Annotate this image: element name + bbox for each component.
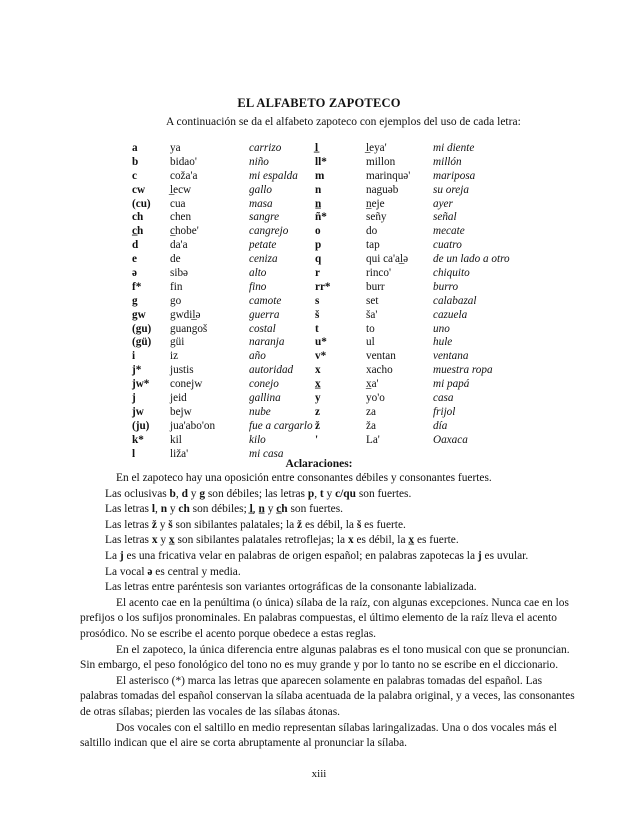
alphabet-letter: l <box>132 447 136 460</box>
example-word: xacho <box>366 364 393 377</box>
example-word: fin <box>170 280 183 293</box>
example-word: sibə <box>170 267 189 280</box>
alphabet-letter: (cu) <box>132 197 151 210</box>
spanish-gloss: mi casa <box>249 447 284 460</box>
spanish-gloss: carrizo <box>249 142 282 154</box>
letter-reference: x̲ <box>408 534 415 547</box>
example-word: naguəb <box>366 183 399 196</box>
text-segment: es fuerte. <box>361 518 406 531</box>
example-word: za <box>366 405 376 418</box>
text-segment: es débil, la <box>353 534 409 547</box>
alphabet-letter: x <box>315 364 321 377</box>
letter-reference: j <box>477 549 482 562</box>
example-word: gwdil̲ə <box>170 308 201 321</box>
example-word: bejw <box>170 405 192 418</box>
text-segment: , <box>154 503 161 516</box>
text-segment: son débiles; <box>189 503 250 516</box>
example-word: cua <box>170 197 186 210</box>
spanish-gloss: nube <box>249 405 271 418</box>
spanish-gloss: hule <box>433 336 453 349</box>
alphabet-letter: f* <box>132 280 142 293</box>
page-number: xiii <box>311 768 327 780</box>
right-letter-column <box>315 142 331 448</box>
example-word: La' <box>366 433 380 446</box>
spanish-gloss: niño <box>249 155 269 168</box>
intro-text: A continuación se da el alfabeto zapoteco con ejemplos del uso de cada letra: <box>166 116 521 128</box>
example-word: c̲hobe' <box>170 225 199 238</box>
alphabet-letter: q <box>315 253 322 266</box>
example-word: jua'abo'on <box>170 419 216 432</box>
example-word: ya <box>170 142 181 154</box>
example-word: señy <box>366 211 387 224</box>
right-word-column <box>366 142 410 448</box>
alphabet-letter: ll* <box>315 155 327 168</box>
spanish-gloss: día <box>433 419 448 432</box>
example-word: n̲eje <box>366 197 385 210</box>
letter-reference: d <box>181 487 188 500</box>
spanish-gloss: Oaxaca <box>433 433 468 446</box>
clarification-paragraph <box>80 549 580 565</box>
alphabet-letter: z <box>315 405 320 418</box>
text-segment: son sibilantes palatales; la <box>172 518 298 531</box>
alphabet-letter: (gü) <box>132 336 152 349</box>
text-segment: El acento cae en la penúltima (o única) sílaba de la raíz, con algunas excepciones. Nunca cae en los prefijos o los sufijos pronominales. En palabras compuestas, el último elemento de la raíz lleva el acento prosódico. No se escribe el acento porque obedece a estas reglas. <box>80 596 569 640</box>
letter-reference: ž <box>151 518 157 531</box>
alphabet-letter: ə <box>132 267 137 280</box>
text-segment: Las letras <box>105 534 152 547</box>
alphabet-letter: j* <box>132 364 142 377</box>
alphabet-letter: ñ* <box>315 211 327 224</box>
text-segment: y <box>264 503 277 516</box>
example-word: l̲eya' <box>366 142 387 154</box>
text-segment: es fuerte. <box>414 534 459 547</box>
text-segment: es una fricativa velar en palabras de origen español; en palabras zapotecas la <box>123 549 478 562</box>
alphabet-letter: jw <box>132 405 144 418</box>
clarification-paragraph <box>80 721 580 752</box>
left-letter-column <box>132 142 151 461</box>
letter-reference: š <box>356 518 362 531</box>
alphabet-letter: r <box>315 267 320 280</box>
clarification-paragraph <box>80 565 580 581</box>
text-segment: y <box>157 534 169 547</box>
example-word: de <box>170 253 181 266</box>
alphabet-letter: x̲ <box>315 378 321 391</box>
clarification-paragraph <box>80 580 580 596</box>
text-segment: Dos vocales con el saltillo en medio representan sílabas laringalizadas. Una o dos vocales más el saltillo indican que el aire se corta abruptamente al pronunciar la sílaba. <box>80 721 557 750</box>
letter-reference: t <box>319 487 324 500</box>
spanish-gloss: gallina <box>249 392 281 405</box>
alphabet-letter: rr* <box>315 280 331 293</box>
clarification-paragraph <box>80 674 580 721</box>
example-word: justis <box>170 364 194 377</box>
letter-reference: ch <box>178 503 190 516</box>
spanish-gloss: mi papá <box>433 378 470 391</box>
letter-reference: n <box>160 503 168 516</box>
alphabet-letter: gw <box>132 308 146 321</box>
example-word: qui ca'al̲ə <box>366 253 409 266</box>
example-word: ša' <box>366 308 378 321</box>
alphabet-letter: v* <box>315 350 327 363</box>
example-word: coža'a <box>170 169 198 182</box>
text-segment: , <box>175 487 182 500</box>
spanish-gloss: ceniza <box>249 253 278 266</box>
example-word: guangoš <box>170 322 208 335</box>
letter-reference: x <box>347 534 354 547</box>
left-word-column <box>170 142 215 461</box>
spanish-gloss: sangre <box>249 211 280 224</box>
spanish-gloss: kilo <box>249 433 266 446</box>
clarification-paragraph <box>80 533 580 549</box>
letter-reference: c/qu <box>335 487 356 500</box>
spanish-gloss: casa <box>433 392 454 405</box>
text-segment: son fuertes. <box>355 487 412 500</box>
text-segment: es uvular. <box>481 549 529 562</box>
alphabet-letter: e <box>132 253 137 266</box>
example-word: l̲ecw <box>170 183 192 196</box>
example-word: go <box>170 294 182 307</box>
spanish-gloss: cangrejo <box>249 225 289 238</box>
text-segment: es central y media. <box>152 565 241 578</box>
text-segment: y <box>167 503 179 516</box>
alphabet-letter: m <box>315 169 325 182</box>
text-segment: El asterisco (*) marca las letras que aparecen solamente en palabras tomadas del español. Las palabras tomadas del español conservan la sílaba acentuada de la palabra original, y a veces, las consonantes de otras sílabas; pierden las vocales de las sílabas átonas. <box>80 674 575 718</box>
letter-reference: ə <box>147 565 153 578</box>
spanish-gloss: cuatro <box>433 239 462 252</box>
example-word: to <box>366 322 375 335</box>
spanish-gloss: ventana <box>433 350 469 363</box>
alphabet-letter: c̲h <box>132 225 144 238</box>
alphabet-letter: (ju) <box>132 419 150 432</box>
letter-reference: p <box>307 487 315 500</box>
example-word: iz <box>170 350 179 363</box>
alphabet-letter: c <box>132 169 137 182</box>
example-word: jeid <box>170 392 187 405</box>
text-segment: La vocal <box>105 565 148 578</box>
alphabet-letter: b <box>132 155 139 168</box>
text-segment: Las letras entre paréntesis son variantes ortográficas de la consonante labializada. <box>105 581 477 594</box>
spanish-gloss: muestra ropa <box>433 364 493 377</box>
alphabet-letter: p <box>315 239 322 252</box>
spanish-gloss: cazuela <box>433 308 468 321</box>
clarifications-heading: Aclaraciones: <box>285 458 353 470</box>
spanish-gloss: conejo <box>249 378 279 391</box>
spanish-gloss: gallo <box>249 183 272 196</box>
text-segment: y <box>323 487 336 500</box>
spanish-gloss: uno <box>433 322 450 335</box>
clarification-paragraph <box>80 643 580 674</box>
alphabet-letter: j <box>132 392 136 405</box>
example-word: ul <box>366 336 375 349</box>
spanish-gloss: fino <box>249 280 267 293</box>
letter-reference: ž <box>297 518 303 531</box>
alphabet-letter: y <box>315 392 321 405</box>
clarifications-notes <box>80 471 580 752</box>
spanish-gloss: frijol <box>433 405 456 418</box>
text-segment: En el zapoteco hay una oposición entre consonantes débiles y consonantes fuertes. <box>116 472 492 484</box>
alphabet-letter: l̲ <box>315 142 319 154</box>
text-segment: En el zapoteco, la única diferencia entre algunas palabras es el tono musical con que se pronuncian. Sin embargo, el peso fonológico del tono no es muy grande y por lo tanto no se escribe en el diccionario. <box>80 643 570 672</box>
spanish-gloss: alto <box>249 267 267 280</box>
spanish-gloss: de un lado a otro <box>433 253 510 266</box>
clarification-paragraph <box>80 487 580 503</box>
example-word: do <box>366 225 378 238</box>
letter-reference: c̲h <box>276 503 288 516</box>
spanish-gloss: millón <box>433 155 462 168</box>
alphabet-letter: ' <box>315 433 319 446</box>
alphabet-letter: cw <box>132 183 146 196</box>
spanish-gloss: costal <box>249 322 276 335</box>
letter-reference: b <box>169 487 176 500</box>
spanish-gloss: masa <box>249 197 273 210</box>
spanish-gloss: burro <box>433 280 459 293</box>
letter-reference: š <box>168 518 173 531</box>
clarification-paragraph <box>80 502 580 518</box>
spanish-gloss: calabazal <box>433 294 477 307</box>
text-segment: La <box>105 549 120 562</box>
clarification-paragraph <box>80 596 580 643</box>
text-segment: y <box>156 518 169 531</box>
text-segment: es débil, la <box>302 518 357 531</box>
example-word: liža' <box>170 447 189 460</box>
text-segment: , <box>314 487 320 500</box>
alphabet-letter: s <box>315 294 320 307</box>
spanish-gloss: autoridad <box>249 364 294 377</box>
alphabet-letter: a <box>132 142 138 154</box>
clarification-paragraph <box>80 518 580 534</box>
alphabet-letter: g <box>132 294 138 307</box>
spanish-gloss: chiquito <box>433 267 470 280</box>
example-word: chen <box>170 211 192 224</box>
alphabet-letter: u* <box>315 336 327 349</box>
spanish-gloss: mecate <box>433 225 465 238</box>
example-word: ža <box>366 419 376 432</box>
text-segment: , <box>252 503 259 516</box>
text-segment: Las letras <box>105 518 152 531</box>
example-word: ventan <box>366 350 396 363</box>
text-segment: Las oclusivas <box>105 487 170 500</box>
spanish-gloss: mi diente <box>433 142 475 154</box>
alphabet-letter: o <box>315 225 321 238</box>
letter-reference: x <box>151 534 158 547</box>
letter-reference: l̲ <box>249 503 253 516</box>
alphabet-letter: i <box>132 350 136 363</box>
example-word: bidao' <box>170 155 197 168</box>
spanish-gloss: señal <box>433 211 457 224</box>
spanish-gloss: petate <box>249 239 277 252</box>
alphabet-letter: (gu) <box>132 322 152 335</box>
spanish-gloss: año <box>249 350 266 363</box>
example-word: güi <box>170 336 185 349</box>
letter-reference: j <box>119 549 124 562</box>
alphabet-letter: ž <box>315 419 320 432</box>
example-word: burr <box>366 280 385 293</box>
right-gloss-column <box>433 142 510 448</box>
alphabet-letter: n̲ <box>315 197 322 210</box>
spanish-gloss: su oreja <box>433 183 469 196</box>
spanish-gloss: fue a cargarlo <box>249 419 313 432</box>
alphabet-letter: ch <box>132 211 144 224</box>
left-gloss-column <box>249 142 313 461</box>
spanish-gloss: camote <box>249 294 282 307</box>
example-word: da'a <box>170 239 188 252</box>
text-segment: Las letras <box>105 503 152 516</box>
example-word: marinquə' <box>366 169 411 182</box>
alphabet-letter: n <box>315 183 322 196</box>
spanish-gloss: mi espalda <box>249 169 298 182</box>
spanish-gloss: guerra <box>249 308 280 321</box>
letter-reference: g <box>199 487 206 500</box>
spanish-gloss: ayer <box>433 197 453 210</box>
alphabet-table <box>0 142 638 460</box>
example-word: millon <box>366 155 396 168</box>
text-segment: son sibilantes palatales retroflejas; la <box>174 534 348 547</box>
example-word: tap <box>366 239 380 252</box>
example-word: x̲a' <box>366 378 379 391</box>
clarification-paragraph <box>80 471 580 487</box>
example-word: set <box>366 294 379 307</box>
alphabet-letter: š <box>315 308 320 321</box>
example-word: conejw <box>170 378 203 391</box>
text-segment: son fuertes. <box>287 503 343 516</box>
alphabet-letter: t <box>315 322 319 335</box>
example-word: yo'o <box>366 392 385 405</box>
alphabet-letter: d <box>132 239 139 252</box>
alphabet-letter: jw* <box>132 378 150 391</box>
alphabet-letter: k* <box>132 433 144 446</box>
spanish-gloss: naranja <box>249 336 285 349</box>
text-segment: y <box>187 487 200 500</box>
example-word: kil <box>170 433 182 446</box>
page-title: EL ALFABETO ZAPOTECO <box>237 96 401 110</box>
letter-reference: l <box>151 503 155 516</box>
spanish-gloss: mariposa <box>433 169 476 182</box>
letter-reference: x̲ <box>168 534 175 547</box>
letter-reference: n̲ <box>258 503 265 516</box>
example-word: rinco' <box>366 267 392 280</box>
text-segment: son débiles; las letras <box>205 487 308 500</box>
